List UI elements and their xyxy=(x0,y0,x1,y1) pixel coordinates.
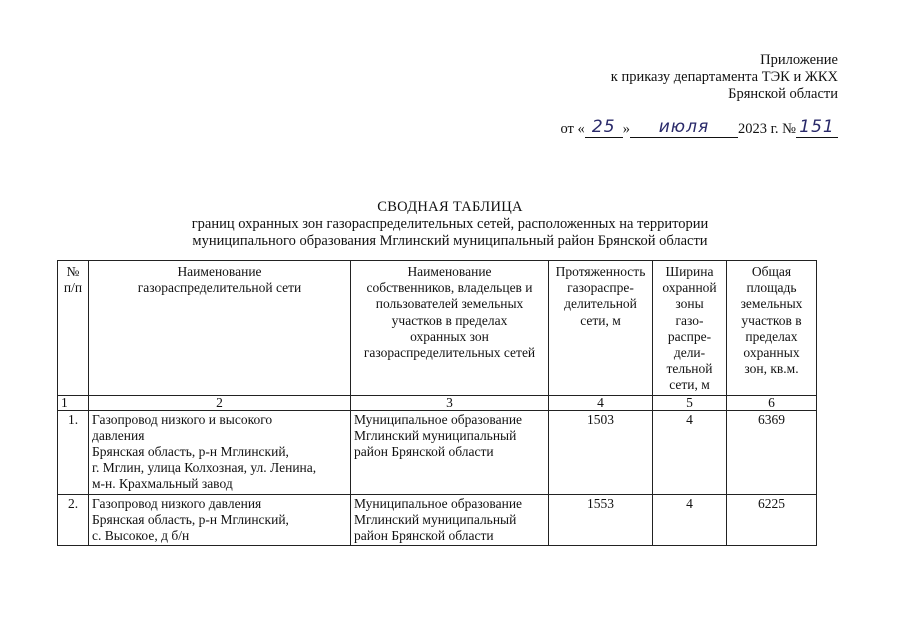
header-width-line: тельной xyxy=(666,361,713,377)
table-row xyxy=(58,410,817,494)
header-area-line: участков в xyxy=(741,312,802,328)
network-name-line: г. Мглин, улица Колхозная, ул. Ленина, xyxy=(92,460,317,476)
document-title xyxy=(0,199,900,250)
table-row xyxy=(58,494,817,546)
order-month-field xyxy=(630,118,738,138)
order-year: 2023 г. № xyxy=(737,121,796,137)
row-number: 2. xyxy=(58,494,89,546)
order-day-handwritten: 25 xyxy=(591,117,616,137)
order-number-handwritten: 151 xyxy=(799,117,835,137)
header-length-line: Протяженность xyxy=(555,264,646,279)
appendix-order-ref: к приказу департамента ТЭК и ЖКХ xyxy=(610,69,838,85)
header-area-line: площадь xyxy=(746,280,797,296)
column-number: 3 xyxy=(351,395,549,410)
column-number: 6 xyxy=(727,395,817,410)
header-length xyxy=(549,261,653,396)
order-number-field xyxy=(796,118,838,138)
width-cell: 4 xyxy=(653,494,727,546)
network-name-line: с. Высокое, д б/н xyxy=(92,528,190,544)
order-prefix: от « xyxy=(560,121,585,137)
owner-cell xyxy=(351,410,549,494)
order-month-handwritten: июля xyxy=(658,117,710,137)
owner-cell xyxy=(351,494,549,546)
network-name-line: м-н. Крахмальный завод xyxy=(92,476,233,492)
column-number: 2 xyxy=(89,395,351,410)
header-name-line: Наименование xyxy=(177,264,262,279)
header-owner-line: охранных зон xyxy=(410,328,489,344)
title-main: СВОДНАЯ ТАБЛИЦА xyxy=(377,199,523,215)
header-width-line: охранной xyxy=(662,280,717,296)
network-name-cell xyxy=(89,494,351,546)
column-number-row xyxy=(58,395,817,410)
header-owner-line: собственников, владельцев и xyxy=(366,280,533,296)
area-cell: 6369 xyxy=(727,410,817,494)
header-width-line: зоны xyxy=(675,296,704,312)
table-header-row xyxy=(58,261,817,396)
owner-line: Мглинский муниципальный xyxy=(354,427,517,443)
appendix-header xyxy=(611,52,838,103)
appendix-region: Брянской области xyxy=(728,86,838,102)
header-owner-line: газораспределительных сетей xyxy=(363,345,536,361)
order-day-field xyxy=(585,118,623,138)
header-name xyxy=(89,261,351,396)
network-name-line: давления xyxy=(92,427,145,443)
header-area-line: зон, кв.м. xyxy=(744,361,799,377)
header-area-line: Общая xyxy=(751,264,792,279)
header-width-line: газо- xyxy=(675,312,704,328)
network-name-line: Брянская область, р-н Мглинский, xyxy=(92,511,289,527)
title-subtitle-2: муниципального образования Мглинский муниципальный район Брянской области xyxy=(192,233,708,249)
title-subtitle-1: границ охранных зон газораспределительных сетей, расположенных на территории xyxy=(191,216,709,232)
header-area-line: пределах xyxy=(745,328,798,344)
column-number: 4 xyxy=(549,395,653,410)
header-width xyxy=(653,261,727,396)
width-cell: 4 xyxy=(653,410,727,494)
header-num-line: № xyxy=(66,264,80,279)
header-length-line: газораспре- xyxy=(567,280,634,296)
summary-table xyxy=(57,260,817,546)
order-date-line xyxy=(560,118,838,138)
length-cell: 1553 xyxy=(549,494,653,546)
header-owner-line: пользователей земельных xyxy=(375,296,524,312)
header-width-line: дели- xyxy=(673,345,706,361)
owner-line: район Брянской области xyxy=(354,444,494,460)
header-area xyxy=(727,261,817,396)
header-width-line: сети, м xyxy=(669,377,710,393)
header-owner-line: участков в пределах xyxy=(391,312,508,328)
length-cell: 1503 xyxy=(549,410,653,494)
header-width-line: распре- xyxy=(667,328,712,344)
owner-line: район Брянской области xyxy=(354,528,494,544)
header-owner xyxy=(351,261,549,396)
header-area-line: земельных xyxy=(740,296,803,312)
owner-line: Мглинский муниципальный xyxy=(354,511,517,527)
header-num xyxy=(58,261,89,396)
column-number: 5 xyxy=(653,395,727,410)
row-number: 1. xyxy=(58,410,89,494)
header-num-line: п/п xyxy=(63,280,83,296)
header-length-line: сети, м xyxy=(580,312,621,328)
network-name-cell xyxy=(89,410,351,494)
header-name-line: газораспределительной сети xyxy=(137,280,302,296)
network-name-line: Газопровод низкого и высокого xyxy=(92,411,273,427)
network-name-line: Брянская область, р-н Мглинский, xyxy=(92,444,289,460)
column-number: 1 xyxy=(58,395,89,410)
area-cell: 6225 xyxy=(727,494,817,546)
order-quote-close: » xyxy=(622,121,630,137)
header-length-line: делительной xyxy=(564,296,637,312)
network-name-line: Газопровод низкого давления xyxy=(92,495,262,511)
owner-line: Муниципальное образование xyxy=(354,411,523,427)
header-width-line: Ширина xyxy=(665,264,714,279)
header-area-line: охранных xyxy=(743,345,800,361)
appendix-label: Приложение xyxy=(760,52,838,68)
owner-line: Муниципальное образование xyxy=(354,495,523,511)
header-owner-line: Наименование xyxy=(407,264,492,279)
